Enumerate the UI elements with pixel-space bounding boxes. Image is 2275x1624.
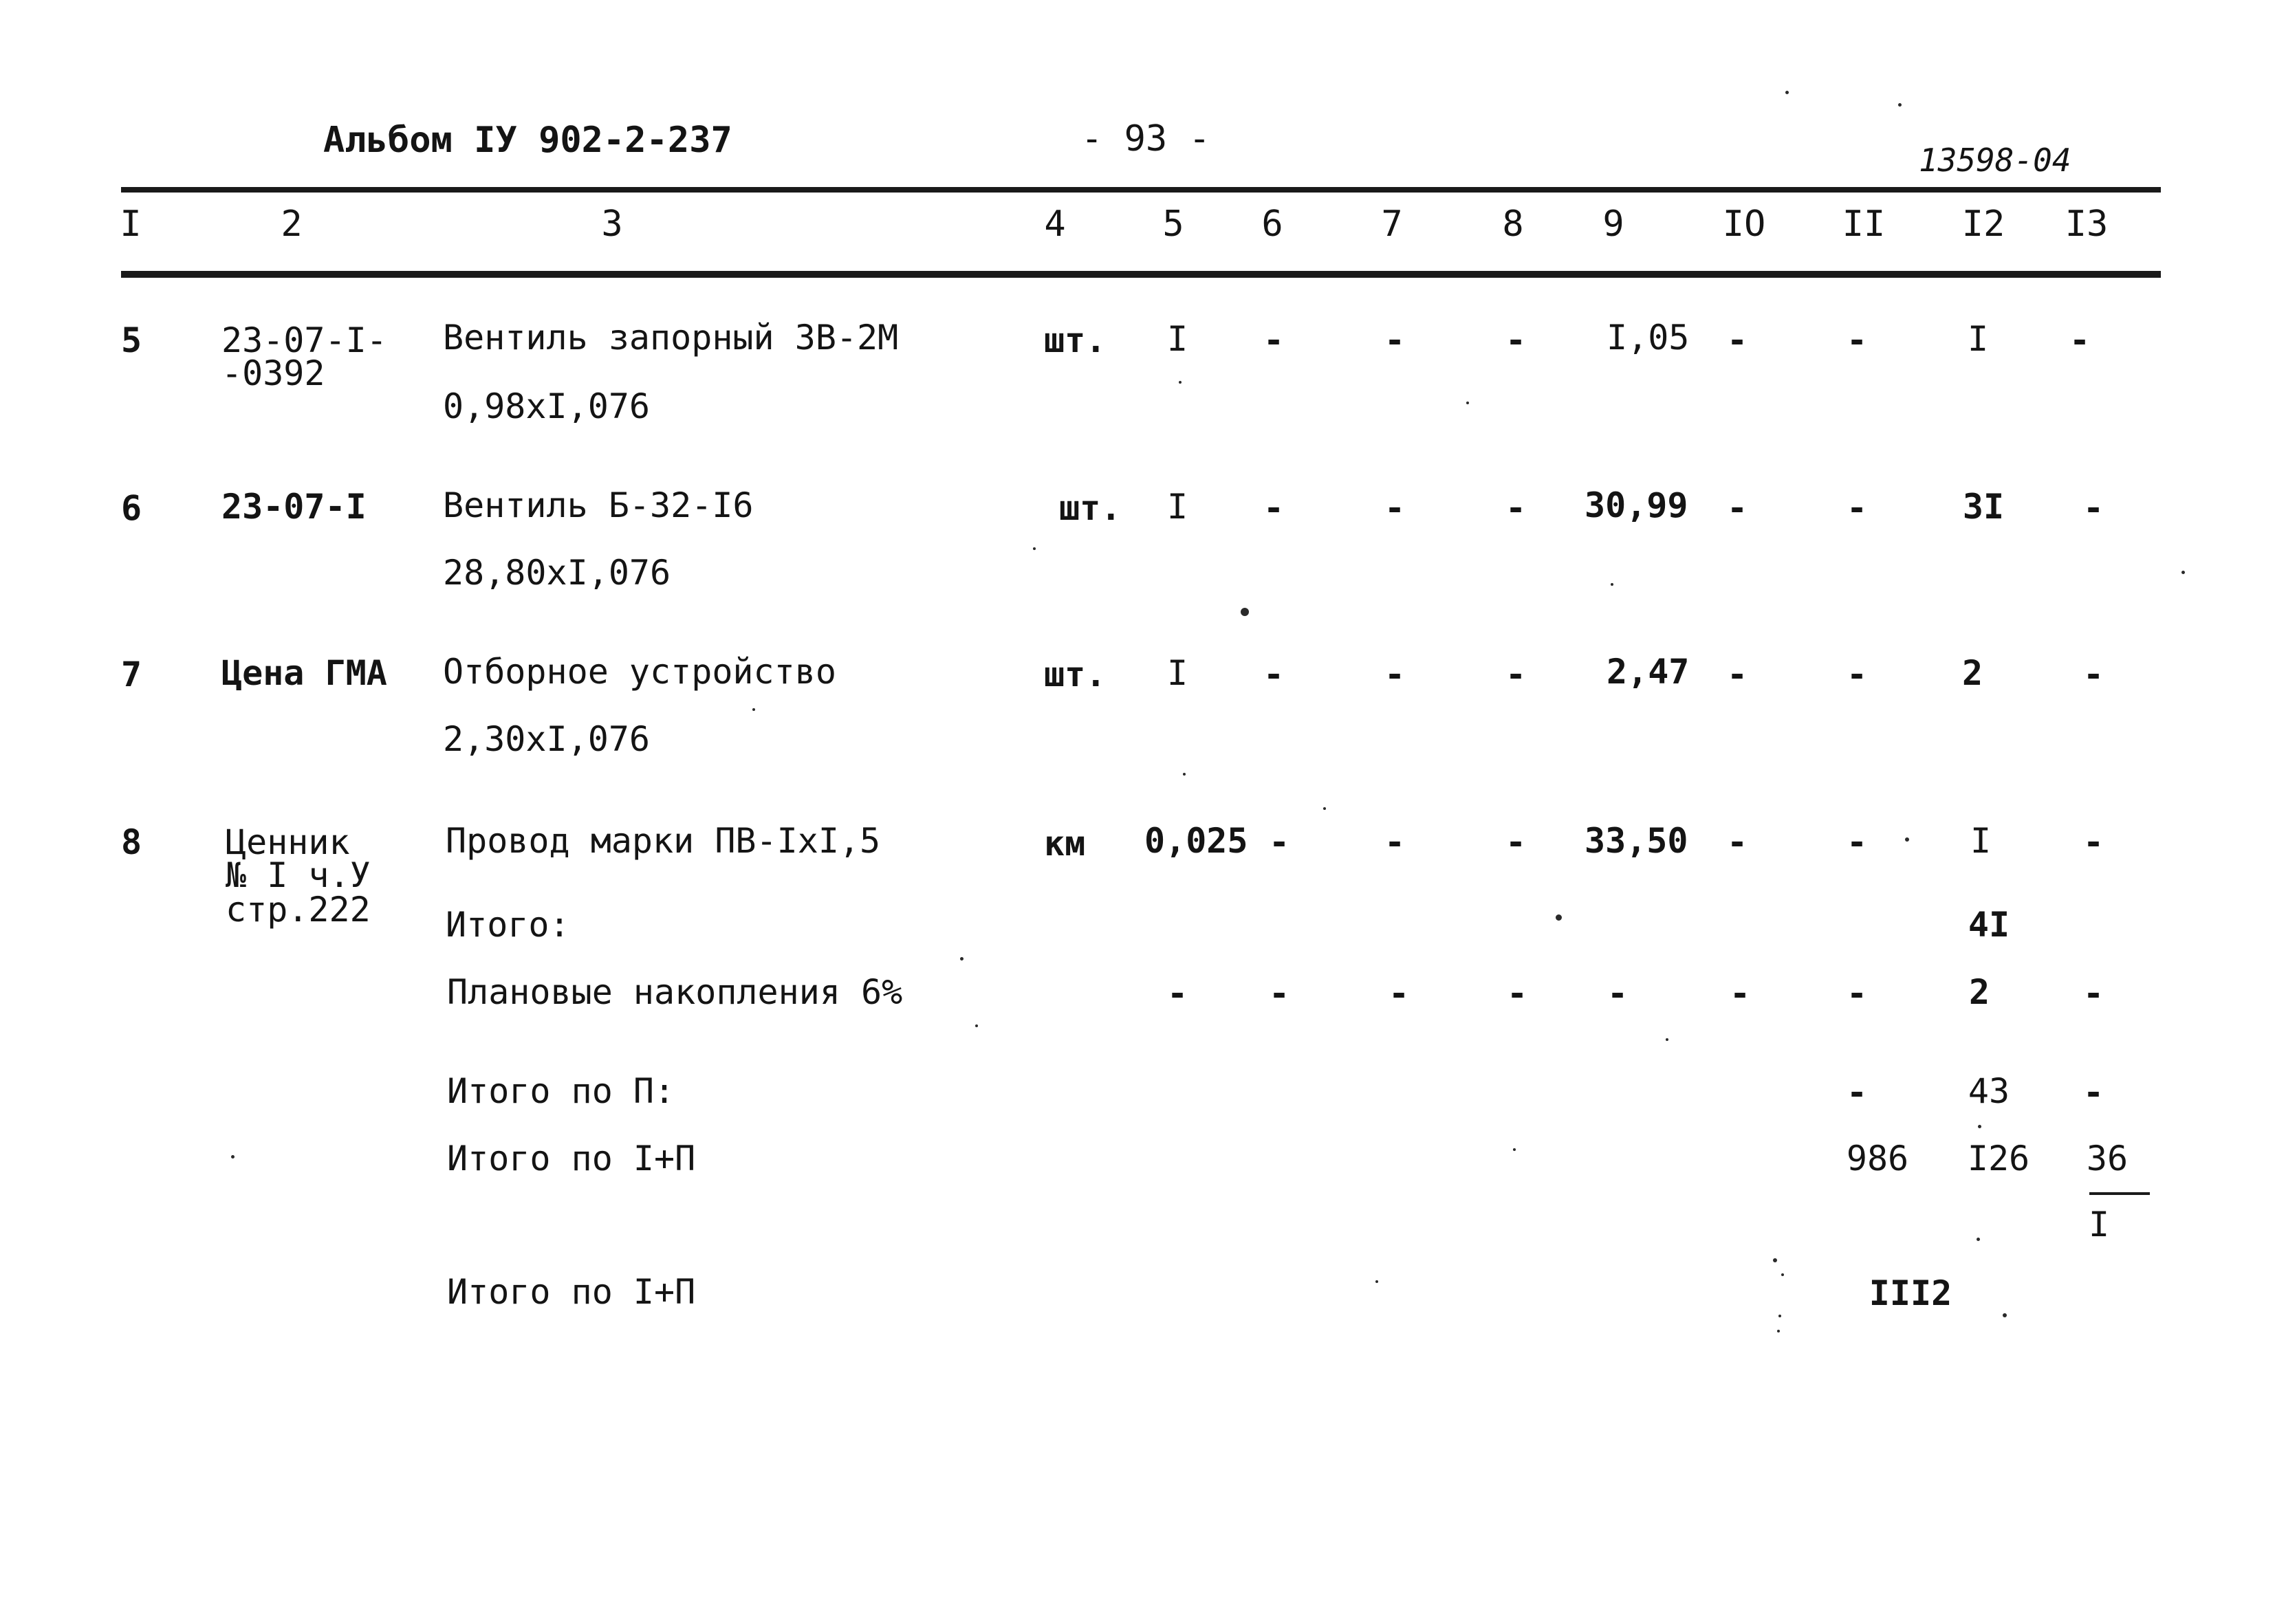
row-formula: 0,98хI,076 bbox=[443, 386, 651, 426]
col-header-4: 4 bbox=[1044, 204, 1066, 245]
grand-total-label: Итого по I+П bbox=[447, 1272, 696, 1312]
row-code: № I ч.У bbox=[226, 855, 371, 895]
row-c6: - bbox=[1263, 488, 1285, 528]
planned-label: Плановые накопления 6% bbox=[447, 972, 903, 1012]
row-c9: 30,99 bbox=[1585, 485, 1688, 525]
row-code: 23-07-I- bbox=[221, 320, 387, 360]
grand-total-value: III2 bbox=[1869, 1273, 1952, 1313]
col-header-7: 7 bbox=[1381, 204, 1403, 245]
col-header-11: II bbox=[1842, 204, 1886, 245]
row-code: стр.222 bbox=[226, 890, 371, 930]
row-c7: - bbox=[1384, 822, 1406, 862]
row-qty: I bbox=[1166, 653, 1188, 693]
row-code: Цена ГМА bbox=[221, 653, 387, 693]
planned-dash: - bbox=[1607, 974, 1629, 1013]
scan-speck bbox=[231, 1155, 235, 1159]
row-formula: 2,30хI,076 bbox=[443, 719, 651, 759]
scan-speck bbox=[1666, 1038, 1668, 1041]
fraction-bar bbox=[2089, 1192, 2150, 1195]
row-c12: 3I bbox=[1962, 487, 2005, 527]
document-code: 13598-04 bbox=[1919, 142, 2071, 179]
page-number: - 93 - bbox=[1081, 118, 1210, 160]
scan-speck bbox=[752, 708, 755, 711]
scan-speck bbox=[1978, 1125, 1981, 1128]
row-c7: - bbox=[1384, 488, 1406, 528]
col-header-10: IO bbox=[1722, 204, 1766, 245]
planned-dash: - bbox=[1729, 974, 1751, 1013]
row-c7: - bbox=[1384, 320, 1406, 360]
scan-speck bbox=[1785, 91, 1789, 94]
col-header-5: 5 bbox=[1162, 204, 1184, 245]
row-c9: 2,47 bbox=[1607, 652, 1690, 692]
col-header-1: I bbox=[120, 204, 142, 245]
total-i-ii-c11: 986 bbox=[1846, 1139, 1909, 1178]
subtotal-c12: 4I bbox=[1968, 905, 2010, 945]
row-code: -0392 bbox=[221, 353, 325, 393]
row-c8: - bbox=[1505, 655, 1527, 694]
col-header-8: 8 bbox=[1502, 204, 1524, 245]
row-c10: - bbox=[1726, 320, 1748, 360]
row-name: Вентиль Б-32-I6 bbox=[443, 485, 754, 525]
scan-speck bbox=[1781, 1273, 1784, 1276]
row-code: 23-07-I bbox=[221, 487, 367, 527]
scan-speck bbox=[1033, 547, 1036, 550]
row-number: 7 bbox=[121, 655, 142, 694]
row-name: Провод марки ПВ-IхI,5 bbox=[446, 821, 881, 861]
row-c12: I bbox=[1970, 821, 1992, 861]
col-header-3: 3 bbox=[601, 204, 623, 245]
scan-speck bbox=[960, 957, 964, 961]
total-i-ii-c12: I26 bbox=[1967, 1139, 2030, 1178]
header-bottom-rule bbox=[121, 271, 2161, 278]
row-code: Ценник bbox=[226, 822, 350, 862]
row-c8: - bbox=[1505, 320, 1527, 360]
row-c10: - bbox=[1726, 655, 1748, 694]
col-header-13: I3 bbox=[2065, 204, 2109, 245]
row-c6: - bbox=[1268, 822, 1290, 862]
row-c9: I,05 bbox=[1607, 318, 1690, 358]
scan-speck bbox=[1556, 914, 1562, 921]
row-number: 5 bbox=[121, 320, 142, 360]
scan-speck bbox=[1241, 608, 1249, 616]
scan-speck bbox=[1905, 837, 1909, 842]
scan-speck bbox=[2003, 1313, 2007, 1317]
planned-c13: - bbox=[2082, 974, 2104, 1013]
col-header-2: 2 bbox=[281, 204, 303, 245]
scan-speck bbox=[975, 1024, 978, 1027]
album-title: Альбом IУ 902-2-237 bbox=[323, 120, 732, 161]
row-c8: - bbox=[1505, 822, 1527, 862]
row-c8: - bbox=[1505, 488, 1527, 528]
row-c9: 33,50 bbox=[1585, 821, 1688, 861]
total-ii-c11: - bbox=[1846, 1073, 1868, 1112]
row-c13: - bbox=[2082, 822, 2104, 862]
row-c13: - bbox=[2069, 320, 2091, 360]
row-c12: 2 bbox=[1961, 653, 1983, 693]
total-i-ii-c13-numerator: 36 bbox=[2086, 1139, 2129, 1178]
row-number: 6 bbox=[121, 488, 142, 528]
row-c13: - bbox=[2082, 655, 2104, 694]
planned-dash: - bbox=[1268, 974, 1290, 1013]
scan-speck bbox=[1777, 1330, 1780, 1332]
row-unit: шт. bbox=[1044, 655, 1107, 694]
scan-speck bbox=[1611, 583, 1613, 586]
total-ii-label: Итого по П: bbox=[447, 1071, 675, 1111]
row-name: Вентиль запорный 3В-2М bbox=[443, 318, 899, 358]
row-c13: - bbox=[2082, 488, 2104, 528]
planned-dash: - bbox=[1506, 974, 1528, 1013]
total-ii-c12: 43 bbox=[1968, 1071, 2010, 1111]
row-c6: - bbox=[1263, 320, 1285, 360]
scan-speck bbox=[1898, 103, 1902, 107]
row-unit: шт. bbox=[1044, 320, 1107, 360]
row-c12: I bbox=[1967, 319, 1989, 359]
row-c11: - bbox=[1846, 320, 1868, 360]
row-qty: I bbox=[1166, 319, 1188, 359]
planned-dash: - bbox=[1388, 974, 1410, 1013]
subtotal-label: Итого: bbox=[446, 905, 570, 945]
scan-speck bbox=[2181, 571, 2185, 574]
scan-speck bbox=[1179, 381, 1182, 384]
col-header-9: 9 bbox=[1602, 204, 1624, 245]
scan-speck bbox=[1323, 807, 1326, 810]
col-header-6: 6 bbox=[1261, 204, 1283, 245]
row-qty: I bbox=[1166, 487, 1188, 527]
scan-speck bbox=[1778, 1315, 1781, 1317]
planned-c12: 2 bbox=[1968, 972, 1990, 1012]
row-c7: - bbox=[1384, 655, 1406, 694]
planned-dash: - bbox=[1846, 974, 1868, 1013]
total-i-ii-c13-denominator: I bbox=[2088, 1205, 2110, 1244]
row-c10: - bbox=[1726, 488, 1748, 528]
row-unit: км bbox=[1044, 824, 1086, 864]
row-name: Отборное устройство bbox=[443, 652, 836, 692]
row-number: 8 bbox=[121, 822, 142, 862]
scan-speck bbox=[1466, 402, 1469, 404]
col-header-12: I2 bbox=[1961, 204, 2005, 245]
row-unit: шт. bbox=[1059, 488, 1122, 528]
row-formula: 28,80хI,076 bbox=[443, 553, 671, 593]
total-ii-c13: - bbox=[2082, 1073, 2104, 1112]
header-top-rule bbox=[121, 187, 2161, 193]
row-c6: - bbox=[1263, 655, 1285, 694]
scan-speck bbox=[1977, 1238, 1980, 1241]
row-c10: - bbox=[1726, 822, 1748, 862]
row-c11: - bbox=[1846, 822, 1868, 862]
scan-speck bbox=[1773, 1258, 1777, 1262]
scan-speck bbox=[1183, 773, 1186, 776]
row-qty: 0,025 bbox=[1144, 821, 1248, 861]
scan-speck bbox=[1375, 1280, 1378, 1283]
total-i-ii-label: Итого по I+П bbox=[447, 1139, 696, 1178]
row-c11: - bbox=[1846, 655, 1868, 694]
scan-speck bbox=[1513, 1148, 1516, 1151]
planned-dash: - bbox=[1166, 974, 1188, 1013]
row-c11: - bbox=[1846, 488, 1868, 528]
